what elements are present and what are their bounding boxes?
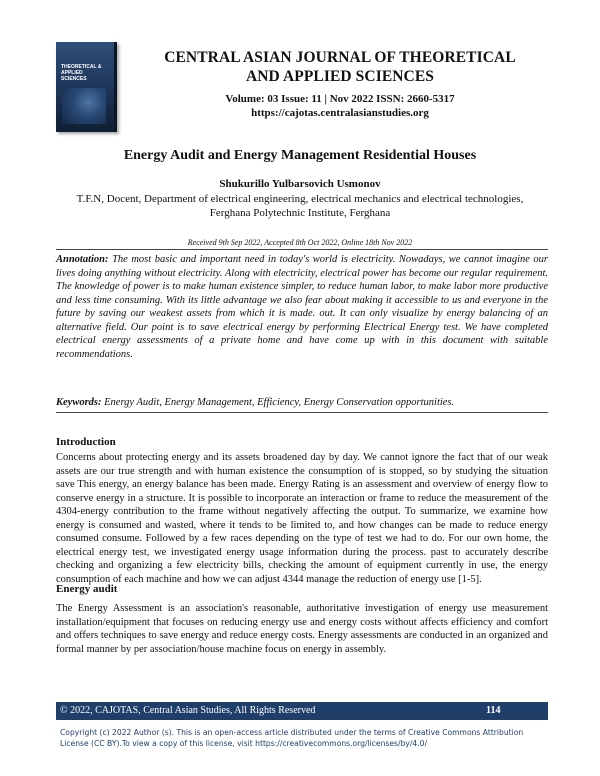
introduction-heading: Introduction <box>56 436 116 448</box>
keywords-label: Keywords: <box>56 397 102 408</box>
journal-title <box>160 48 520 86</box>
article-title: Energy Audit and Energy Management Residential Houses <box>123 148 477 163</box>
divider <box>56 249 548 250</box>
author-name: Shukurillo Yulbarsovich Usmonov <box>219 178 381 190</box>
issue-info <box>160 92 520 120</box>
journal-cover-image <box>56 42 117 132</box>
page-number: 114 <box>486 705 501 716</box>
annotation-text: The most basic and important need in today's world is electricity. Nowadays, we cannot imagine our lives doing anything without electricity. Along with electricity, electrical power has become our regular requirement. The knowledge of power is to make human existence simpler, to reduce human labor, to make labor more productive and less time consuming. With its little advantage we also fear about making it accessible to us and everyone in the future by saving our weakest assets from which it is made. out. It can only visualize by energy balancing of an alternative field. Our point is to save electrical energy by performing Electrical Energy test. We have completed electrical energy assessments of a private home and have come up with in this document with suitable recommendations. <box>56 254 549 360</box>
energy-audit-paragraph: The Energy Assessment is an association's reasonable, authoritative investigation of energy use measurement installation/equipment that focuses on reducing energy use and energy costs without affects efficiency and comfort and offers techniques to save energy and reduce energy costs. Energy assessments are conducted in an organized and formal manner by per association/house machine focus on energy in assembly. <box>56 603 548 655</box>
journal-title-line2: AND APPLIED SCIENCES <box>245 68 435 85</box>
annotation-label: Annotation: <box>56 254 109 265</box>
introduction-paragraph: Concerns about protecting energy and its assets broadened day by day. We cannot ignore the fact that of our weak assets are our true strength and with human existence the consumption of is stopped, so by studying the situation save This energy, an energy balance has been made. Energy Rating is an assessment and overview of energy flow to conserve energy in a structure. It is possible to incorporate an interaction or frame to reduce the measurement of the 4304-energy contribution to the frame without negatively affecting the output. To summarize, we examine how energy is consumed and wasted, where it tends to be limited to, and how changes can be made to reduce energy consumed consume. Followed by a few races depending on the type of test we had to do. For our own home, the electrical energy test, we investigated energy usage information during the process. past to accurately describe checking and organizing a few electricity bills, checking the amount of equipment currently in use, the energy consumption of each machine and how we can adjust 4344 manage the reduction of energy use [1-5]. <box>56 452 548 585</box>
footer-copyright: © 2022, CAJOTAS, Central Asian Studies, All Rights Reserved <box>60 705 316 716</box>
annotation-block <box>56 253 548 361</box>
license-notice: Copyright (c) 2022 Author (s). This is an open-access article distributed under the terms of Creative Commons Attribution License (CC BY).To view a copy of this license, visit https://creativecommons.org/licenses/by/4.0/ <box>60 728 524 748</box>
received-dates: Received 9th Sep 2022, Accepted 8th Oct 2022, Online 18th Nov 2022 <box>187 238 413 247</box>
journal-website-link[interactable]: https://cajotas.centralasianstudies.org <box>251 107 429 119</box>
keywords-block <box>56 396 548 409</box>
footer-bar <box>56 702 548 720</box>
divider <box>56 412 548 413</box>
cover-title: THEORETICAL & APPLIED SCIENCES <box>61 64 102 82</box>
cover-art <box>62 88 106 124</box>
keywords-text: Energy Audit, Energy Management, Efficiency, Energy Conservation opportunities. <box>104 397 455 408</box>
journal-title-line1: CENTRAL ASIAN JOURNAL OF THEORETICAL <box>164 49 516 66</box>
energy-audit-heading: Energy audit <box>56 583 118 595</box>
issue-line: Volume: 03 Issue: 11 | Nov 2022 ISSN: 2660-5317 <box>225 93 455 105</box>
author-affiliation: T.F.N, Docent, Department of electrical engineering, electrical mechanics and electrical technologies, Ferghana Polytechnic Institute, Ferghana <box>76 193 524 219</box>
